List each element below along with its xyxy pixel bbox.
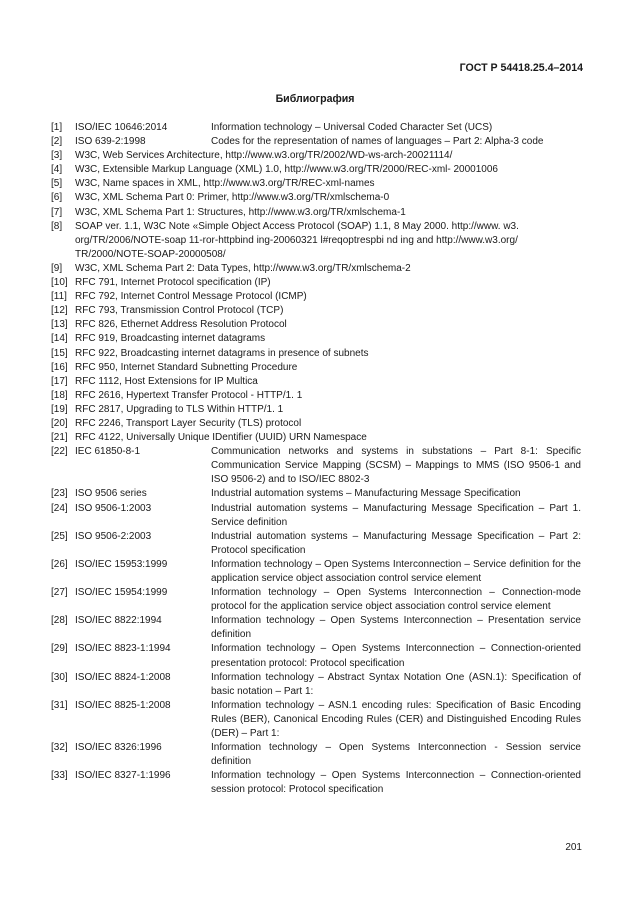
entry-number: [21] — [51, 432, 68, 444]
bibliography-entry — [51, 177, 581, 191]
entry-text: RFC 950, Internet Standard Subnetting Procedure — [75, 361, 298, 373]
bibliography-entry — [51, 191, 581, 205]
entry-text: RFC 2817, Upgrading to TLS Within HTTP/1. 1 — [75, 403, 284, 415]
entry-text: RFC 2616, Hypertext Transfer Protocol - HTTP/1. 1 — [75, 389, 303, 401]
entry-number: [24] — [51, 502, 68, 514]
bibliography-entry — [51, 220, 581, 262]
entry-text: RFC 2246, Transport Layer Security (TLS) protocol — [75, 417, 302, 429]
bibliography-entry — [51, 163, 581, 177]
bibliography-entry — [51, 276, 581, 290]
entry-number: [7] — [51, 206, 63, 218]
bibliography-entry — [51, 389, 581, 403]
bibliography-entry — [51, 671, 581, 699]
entry-code: ISO/IEC 10646:2014 — [75, 122, 168, 133]
bibliography-entry — [51, 290, 581, 304]
bibliography-entry — [51, 318, 581, 332]
bibliography-entry — [51, 530, 581, 558]
bibliography-list — [51, 121, 581, 798]
entry-description: Information technology – Open Systems Interconnection – Connection-oriented session protocol: Protocol specification — [211, 770, 581, 796]
entry-number: [33] — [51, 770, 68, 782]
bibliography-entry — [51, 403, 581, 417]
entry-number: [4] — [51, 164, 63, 176]
entry-number: [2] — [51, 136, 63, 148]
entry-number: [9] — [51, 262, 63, 274]
page-title: Библиография — [275, 93, 355, 105]
entry-description: Industrial automation systems – Manufacturing Message Specification — [211, 488, 521, 500]
entry-code: ISO/IEC 8327-1:1996 — [75, 770, 171, 782]
entry-description: Information technology – Abstract Syntax Notation One (ASN.1): Specification of basic notation – Part 1: — [211, 671, 581, 697]
entry-text: RFC 791, Internet Protocol specification (IP) — [75, 277, 271, 289]
bibliography-entry — [51, 487, 581, 501]
bibliography-entry — [51, 445, 581, 487]
entry-text: W3C, XML Schema Part 2: Data Types, http://www.w3.org/TR/xmlschema-2 — [75, 262, 411, 274]
entry-number: [23] — [51, 488, 68, 500]
entry-number: [28] — [51, 615, 68, 627]
entry-text: W3C, XML Schema Part 0: Primer, http://www.w3.org/TR/xmlschema-0 — [75, 192, 390, 204]
entry-text: RFC 919, Broadcasting internet datagrams — [75, 333, 266, 345]
entry-code: ISO/IEC 15953:1999 — [75, 558, 168, 570]
entry-description: Information technology – Open Systems Interconnection - Session service definition — [211, 742, 581, 768]
entry-number: [26] — [51, 558, 68, 570]
entry-number: [5] — [51, 178, 63, 190]
entry-text: RFC 922, Broadcasting internet datagrams in presence of subnets — [75, 347, 369, 359]
bibliography-entry — [51, 262, 581, 276]
entry-number: [27] — [51, 587, 68, 599]
entry-text: RFC 793, Transmission Control Protocol (TCP) — [75, 305, 284, 317]
entry-text: W3C, Extensible Markup Language (XML) 1.0, http://www.w3.org/TR/2000/REC-xml- 20001006 — [75, 164, 498, 176]
entry-description: Industrial automation systems – Manufacturing Message Specification – Part 2: Protocol specification — [211, 530, 581, 556]
entry-code: ISO 9506-2:2003 — [75, 530, 152, 542]
entry-text: W3C, Web Services Architecture, http://www.w3.org/TR/2002/WD-ws-arch-20021114/ — [75, 150, 453, 162]
entry-text: RFC 4122, Universally Unique IDentifier (UUID) URN Namespace — [75, 432, 367, 444]
entry-text: RFC 826, Ethernet Address Resolution Protocol — [75, 319, 287, 331]
entry-number: [6] — [51, 192, 63, 204]
entry-number: [11] — [51, 291, 67, 303]
entry-text: RFC 1112, Host Extensions for IP Multica — [75, 375, 258, 387]
entry-code: ISO 639-2:1998 — [75, 136, 146, 148]
entry-number: [30] — [51, 671, 68, 683]
bibliography-entry — [51, 347, 581, 361]
bibliography-entry — [51, 149, 581, 163]
entry-number: [22] — [51, 446, 68, 458]
bibliography-entry — [51, 741, 581, 769]
entry-text: RFC 792, Internet Control Message Protocol (ICMP) — [75, 291, 307, 303]
bibliography-entry — [51, 586, 581, 614]
entry-number: [8] — [51, 220, 63, 232]
bibliography-entry — [51, 558, 581, 586]
entry-code: ISO/IEC 15954:1999 — [75, 587, 168, 599]
entry-number: [3] — [51, 150, 63, 162]
entry-code: ISO/IEC 8326:1996 — [75, 742, 162, 754]
entry-description: Information technology – Open Systems Interconnection – Service definition for the application service object association control service element — [211, 558, 581, 584]
entry-number: [14] — [51, 333, 68, 345]
entry-description: Information technology – Open Systems Interconnection – Connection-mode protocol for the application service object association control service element — [211, 587, 581, 613]
bibliography-entry — [51, 304, 581, 318]
entry-text: W3C, XML Schema Part 1: Structures, http://www.w3.org/TR/xmlschema-1 — [75, 206, 406, 218]
entry-code: ISO/IEC 8823-1:1994 — [75, 643, 171, 655]
entry-number: [1] — [51, 122, 63, 133]
entry-description: Information technology – Universal Coded Character Set (UCS) — [211, 122, 493, 133]
bibliography-entry — [51, 769, 581, 797]
entry-code: ISO/IEC 8822:1994 — [75, 615, 162, 627]
bibliography-entry — [51, 375, 581, 389]
bibliography-entry — [51, 431, 581, 445]
bibliography-entry — [51, 121, 581, 135]
bibliography-entry — [51, 206, 581, 220]
entry-code: IEC 61850-8-1 — [75, 446, 141, 458]
bibliography-entry — [51, 614, 581, 642]
bibliography-entry — [51, 699, 581, 741]
entry-description: Information technology – Open Systems Interconnection – Connection-oriented presentation protocol: Protocol specification — [211, 643, 581, 669]
bibliography-entry — [51, 502, 581, 530]
entry-code: ISO/IEC 8825-1:2008 — [75, 699, 171, 711]
entry-number: [10] — [51, 277, 68, 289]
entry-code: ISO 9506 series — [75, 488, 147, 500]
entry-number: [17] — [51, 375, 68, 387]
entry-number: [20] — [51, 417, 68, 429]
entry-number: [13] — [51, 319, 68, 331]
entry-description: Information technology – Open Systems Interconnection – Presentation service definition — [211, 615, 581, 641]
entry-code: ISO/IEC 8824-1:2008 — [75, 671, 171, 683]
document-header: ГОСТ Р 54418.25.4–2014 — [459, 62, 583, 74]
bibliography-entry — [51, 361, 581, 375]
entry-description: Industrial automation systems – Manufacturing Message Specification – Part 1. Service definition — [211, 502, 581, 528]
entry-description: Codes for the representation of names of languages – Part 2: Alpha-3 code — [211, 136, 544, 148]
bibliography-entry — [51, 417, 581, 431]
entry-number: [25] — [51, 530, 68, 542]
entry-number: [31] — [51, 699, 68, 711]
page-number: 201 — [565, 842, 582, 853]
entry-number: [16] — [51, 361, 68, 373]
entry-number: [32] — [51, 742, 68, 754]
entry-description: Information technology – ASN.1 encoding rules: Specification of Basic Encoding Rules (BER), Canonical Encoding Rules (CER) and Distinguished Encoding Rules (DER) – Part 1: — [211, 699, 581, 740]
entry-number: [12] — [51, 305, 68, 317]
bibliography-entry — [51, 332, 581, 346]
entry-number: [15] — [51, 347, 68, 359]
entry-number: [29] — [51, 643, 68, 655]
bibliography-entry — [51, 135, 581, 149]
bibliography-entry — [51, 642, 581, 670]
entry-number: [18] — [51, 389, 68, 401]
entry-text: SOAP ver. 1.1, W3C Note «Simple Object Access Protocol (SOAP) 1.1, 8 May 2000. http://www. w3. org/TR/2006/NOTE-soap 11-ror-httpbind ing-20060321 l#reqoptrespbi nd ing and http://www.w3.org/ TR/2000/NOTE-SOAP-20000508/ — [75, 220, 519, 260]
entry-code: ISO 9506-1:2003 — [75, 502, 152, 514]
entry-description: Communication networks and systems in substations – Part 8-1: Specific Communication Service Mapping (SCSM) – Mappings to MMS (ISO 9506-1 and ISO 9506-2) and to ISO/IEC 8802-3 — [211, 446, 581, 486]
entry-text: W3C, Name spaces in XML, http://www.w3.org/TR/REC-xml-names — [75, 178, 375, 190]
entry-number: [19] — [51, 403, 68, 415]
